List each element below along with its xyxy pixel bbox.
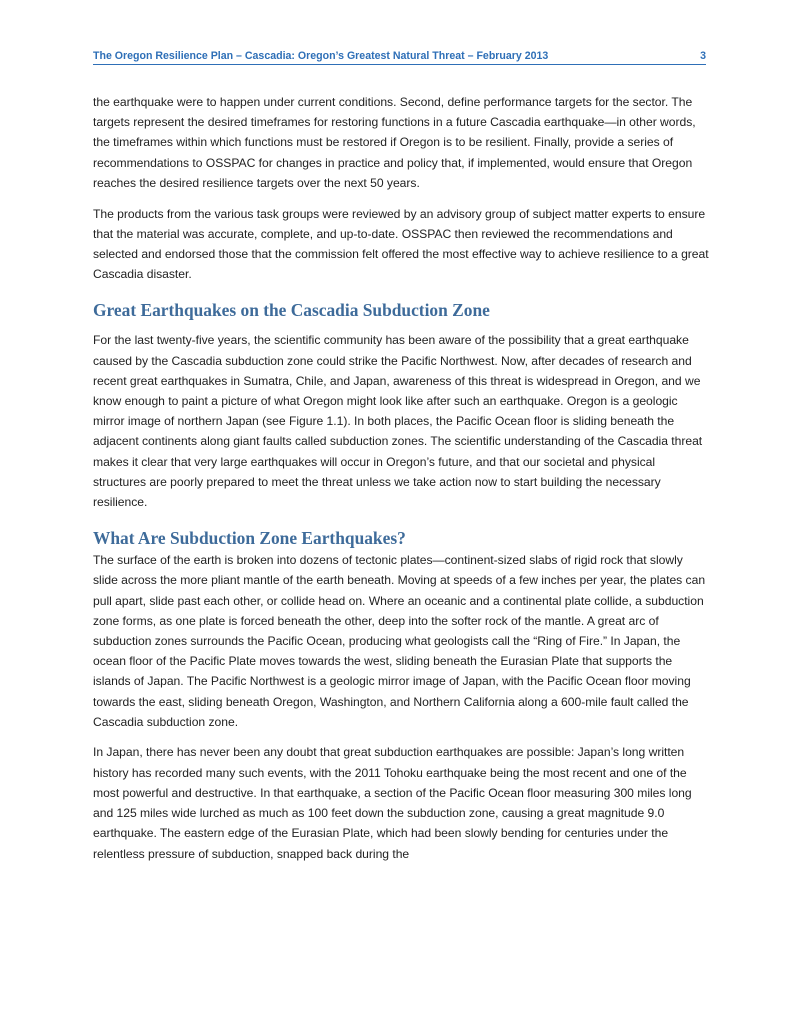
section-heading-great-earthquakes: Great Earthquakes on the Cascadia Subduction Zone — [93, 300, 490, 321]
page-number: 3 — [700, 50, 706, 62]
section-heading-subduction-earthquakes: What Are Subduction Zone Earthquakes? — [93, 528, 406, 549]
paragraph-tectonic-plates: The surface of the earth is broken into dozens of tectonic plates—continent-sized slabs of rigid rock that slowly slide across the more pliant mantle of the earth beneath. Moving at speeds of a few inches per year, the plates can pull apart, slide past each other, or collide head on. Where an oceanic and a continental plate collide, a subduction zone forms, as one plate is forced beneath the other, deep into the softer rock of the mantle. A great arc of subduction zones surrounds the Pacific Ocean, producing what geologists call the “Ring of Fire.” In Japan, the ocean floor of the Pacific Plate moves towards the west, sliding beneath the Eurasian Plate that supports the islands of Japan. The Pacific Northwest is a geologic mirror image of Japan, with the Pacific Ocean floor moving towards the east, sliding beneath Oregon, Washington, and Northern California along a 600-mile fault called the Cascadia subduction zone. — [93, 553, 706, 729]
running-header — [93, 49, 706, 65]
body-content — [93, 92, 709, 874]
header-title: The Oregon Resilience Plan – Cascadia: Oregon’s Greatest Natural Threat – February 2013 — [93, 50, 549, 62]
paragraph-cascadia-awareness: For the last twenty-five years, the scientific community has been aware of the possibility that a great earthquake caused by the Cascadia subduction zone could strike the Pacific Northwest. Now, after decades of research and recent great earthquakes in Sumatra, Chile, and Japan, awareness of this threat is widespread in Oregon, and we know enough to paint a picture of what Oregon might look like after such an earthquake. Oregon is a geologic mirror image of northern Japan (see Figure 1.1). In both places, the Pacific Ocean floor is sliding beneath the adjacent continents along giant faults called subduction zones. The scientific understanding of the Cascadia threat makes it clear that very large earthquakes will occur in Oregon’s future, and that our societal and physical structures are poorly prepared to meet the threat unless we take action now to start building the necessary resilience. — [93, 333, 703, 509]
paragraph-japan-history: In Japan, there has never been any doubt that great subduction earthquakes are possible: Japan’s long written history has recorded many such events, with the 2011 Tohoku earthquake being the most recent and one of the most powerful and destructive. In that earthquake, a section of the Pacific Ocean floor measuring 300 miles long and 125 miles wide lurched as much as 100 feet down the subduction zone, causing a great magnitude 9.0 earthquake. The eastern edge of the Eurasian Plate, which had been slowly bending for centuries under the relentless pressure of subduction, snapped back during the — [93, 745, 692, 861]
paragraph-review-process: The products from the various task groups were reviewed by an advisory group of subject matter experts to ensure that the material was accurate, complete, and up-to-date. OSSPAC then reviewed the recommendations and selected and endorsed those that the commission felt offered the most effective way to achieve resilience to a great Cascadia disaster. — [93, 206, 709, 282]
paragraph-intro-continued: the earthquake were to happen under current conditions. Second, define performance targets for the sector. The targets represent the desired timeframes for restoring functions in a future Cascadia earthquake—in other words, the timeframes within which functions must be restored if Oregon is to be resilient. Finally, provide a series of recommendations to OSSPAC for changes in practice and policy that, if implemented, would ensure that Oregon reaches the desired resilience targets over the next 50 years. — [93, 95, 696, 190]
